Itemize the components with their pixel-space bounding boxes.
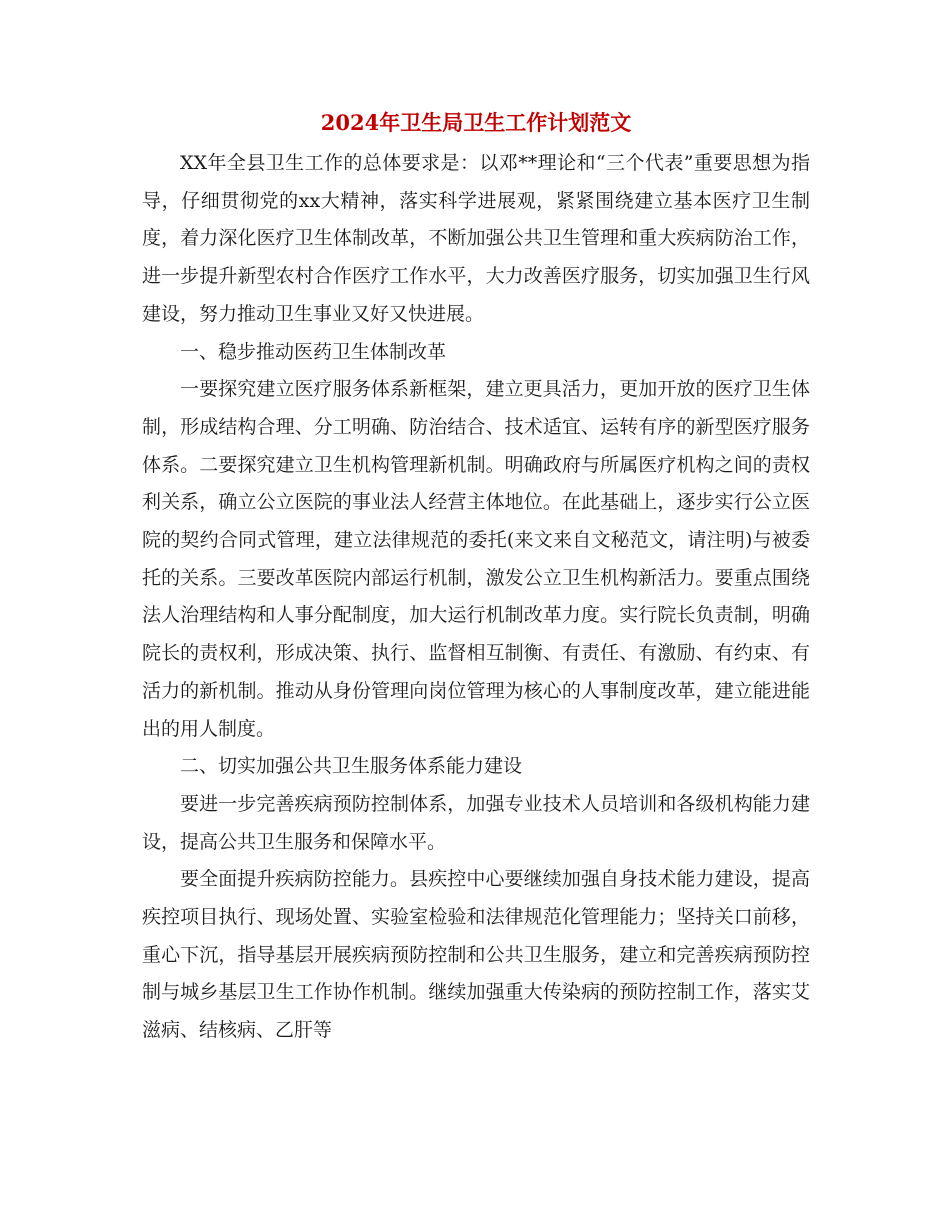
section-2-paragraph-2: 要全面提升疾病防控能力。县疾控中心要继续加强自身技术能力建设，提高疾控项目执行、现场处置、实验室检验和法律规范化管理能力；坚持关口前移，重心下沉，指导基层开展疾病预防控制和公共卫生服务，建立和完善疾病预防控制与城乡基层卫生工作协作机制。继续加强重大传染病的预防控制工作，落实艾滋病、结核病、乙肝等 xyxy=(142,868,810,1042)
section-heading-2: 二、切实加强公共卫生服务体系能力建设 xyxy=(180,755,523,778)
document-page xyxy=(142,108,810,1050)
document-title: 2024年卫生局卫生工作计划范文 xyxy=(320,110,632,135)
section-heading-1: 一、稳步推动医药卫生体制改革 xyxy=(180,340,447,363)
document-body xyxy=(142,145,810,1050)
section-1-paragraph: 一要探究建立医疗服务体系新框架，建立更具活力，更加开放的医疗卫生体制，形成结构合理、分工明确、防治结合、技术适宜、运转有序的新型医疗服务体系。二要探究建立卫生机构管理新机制。明确政府与所属医疗机构之间的责权利关系，确立公立医院的事业法人经营主体地位。在此基础上，逐步实行公立医院的契约合同式管理，建立法律规范的委托(来文来自文秘范文，请注明)与被委托的关系。三要改革医院内部运行机制，激发公立卫生机构新活力。要重点围绕法人治理结构和人事分配制度，加大运行机制改革力度。实行院长负责制，明确院长的责权利，形成决策、执行、监督相互制衡、有责任、有激励、有约束、有活力的新机制。推动从身份管理向岗位管理为核心的人事制度改革，建立能进能出的用人制度。 xyxy=(142,378,810,740)
section-2-paragraph-1: 要进一步完善疾病预防控制体系，加强专业技术人员培训和各级机构能力建设，提高公共卫生服务和保障水平。 xyxy=(142,792,810,853)
intro-paragraph: XX年全县卫生工作的总体要求是：以邓**理论和“三个代表”重要思想为指导，仔细贯彻党的xx大精神，落实科学进展观，紧紧围绕建立基本医疗卫生制度，着力深化医疗卫生体制改革，不断加强公共卫生管理和重大疾病防治工作，进一步提升新型农村合作医疗工作水平，大力改善医疗服务，切实加强卫生行风建设，努力推动卫生事业又好又快进展。 xyxy=(142,152,810,325)
